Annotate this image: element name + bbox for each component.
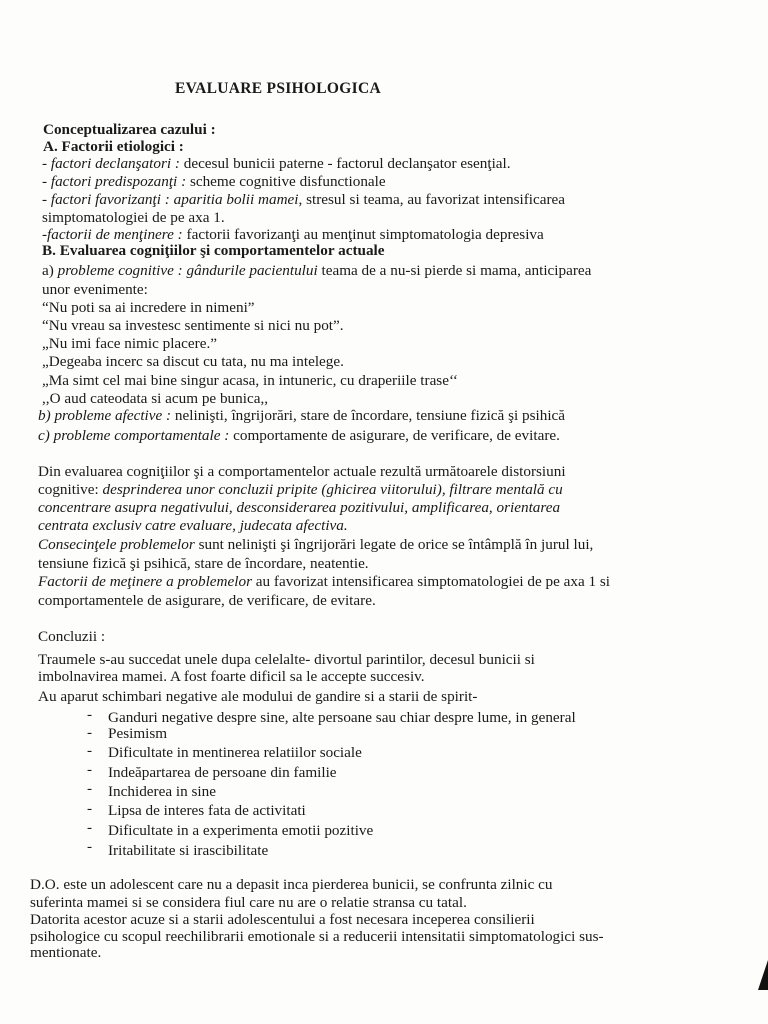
quote-line: “Nu poti sa ai incredere in nimeni”: [42, 299, 255, 316]
bullet-dash: -: [87, 724, 93, 741]
final-paragraph-line: D.O. este un adolescent care nu a depasit inca pierderea bunicii, se confrunta zilnic cu: [30, 876, 553, 893]
final-paragraph-line: mentionate.: [30, 944, 102, 961]
consequences-text: sunt nelinişti şi îngrijorări legate de orice se întâmplă în jurul lui,: [194, 536, 594, 553]
bullet-dash: -: [87, 780, 93, 797]
section-a-heading: A. Factorii etiologici :: [43, 138, 184, 155]
factor-text: decesul bunicii paterne - factorul declanşator esenţial.: [179, 155, 511, 172]
quote-line: „Nu imi face nimic placere.”: [42, 335, 217, 352]
list-item: Pesimism: [108, 725, 168, 742]
quote-line: „Degeaba incerc sa discut cu tata, nu ma intelege.: [42, 353, 344, 370]
list-item: Indeăpartarea de persoane din familie: [108, 764, 337, 781]
list-item: Ganduri negative despre sine, alte persoane sau chiar despre lume, in general: [108, 709, 576, 726]
cognitive-problems-line: [42, 262, 591, 280]
quote-line: “Nu vreau sa investesc sentimente si nici nu pot”.: [42, 317, 344, 334]
bullet-dash: -: [87, 706, 93, 723]
factor-line: [42, 191, 565, 209]
affective-label: b) probleme afective :: [38, 407, 172, 424]
bullet-dash: -: [87, 742, 93, 759]
cognitive-text: teama de a nu-si pierde si mama, anticiparea: [317, 262, 592, 279]
list-item: Inchiderea in sine: [108, 783, 216, 800]
factor-text: , stresul si teama, au favorizat intensificarea: [298, 191, 566, 208]
distortions-text: cognitive:: [38, 481, 103, 498]
consequences-cont: tensiune fizică şi psihică, stare de încordare, neatentie.: [38, 555, 369, 572]
factor-text: factorii favorizanţi au menţinut simptomatologia depresiva: [182, 226, 544, 243]
cognitive-label: probleme cognitive : gândurile pacientului: [57, 262, 318, 279]
section-b-heading: B. Evaluarea cogniţiilor şi comportamentelor actuale: [42, 242, 385, 259]
bullet-dash: -: [87, 819, 93, 836]
factor-line: simptomatologiei de pe axa 1.: [42, 209, 225, 226]
distortions-italic: desprinderea unor concluzii pripite (ghicirea viitorului), filtrare mentală cu: [102, 481, 563, 498]
conclusions-paragraph: Traumele s-au succedat unele dupa celelalte- divortul parintilor, decesul bunicii si: [38, 651, 535, 668]
consequences-label: Consecinţele problemelor: [38, 536, 195, 553]
cognitive-problems-cont: unor evenimente:: [42, 281, 148, 298]
maintenance-line: [38, 573, 610, 591]
distortions-line: Din evaluarea cogniţiilor şi a comportamentelor actuale rezultă următoarele distorsiuni: [38, 463, 566, 480]
final-paragraph-line: Datorita acestor acuze si a starii adolescentului a fost necesara inceperea consilierii: [30, 911, 535, 928]
conclusions-paragraph: imbolnavirea mamei. A fost foarte dificil sa le accepte succesiv.: [38, 668, 425, 685]
factor-label: - factori predispozanţi :: [42, 173, 187, 190]
factor-text: scheme cognitive disfunctionale: [186, 173, 386, 190]
final-paragraph-line: suferinta mamei si se considera fiul care nu are o relatie stransa cu tatal.: [30, 894, 467, 911]
factor-line: [42, 155, 511, 173]
bullet-dash: -: [87, 761, 93, 778]
document-title: EVALUARE PSIHOLOGICA: [175, 80, 381, 97]
distortions-line: concentrare asupra negativului, desconsiderarea pozitivului, amplificarea, orientarea: [38, 499, 561, 516]
consequences-line: [38, 536, 593, 554]
quote-line: „Ma simt cel mai bine singur acasa, in intuneric, cu draperiile trase‘‘: [42, 372, 458, 389]
maintenance-cont: comportamentele de asigurare, de verificare, de evitare.: [38, 592, 376, 609]
bullet-dash: -: [87, 838, 93, 855]
behavioral-problems-line: [38, 427, 560, 445]
maintenance-label: Factorii de meţinere a problemelor: [38, 573, 252, 590]
affective-text: nelinişti, îngrijorări, stare de încordare, tensiune fizică şi psihică: [171, 407, 566, 424]
list-item: Dificultate in a experimenta emotii pozitive: [108, 822, 374, 839]
behavioral-label: c) probleme comportamentale :: [38, 427, 230, 444]
bullet-dash: -: [87, 800, 93, 817]
factor-label: - factori favorizanţi :: [42, 191, 170, 208]
factor-line: [42, 173, 386, 191]
conclusions-paragraph: Au aparut schimbari negative ale modului de gandire si a starii de spirit-: [38, 688, 478, 705]
scan-edge-mark: [758, 960, 768, 990]
final-paragraph-line: psihologice cu scopul reechilibrarii emotionale si a reducerii intensitatii simptomatologici sus-: [30, 928, 604, 945]
affective-problems-line: [38, 407, 565, 425]
quote-line: ,,O aud cateodata si acum pe bunica,,: [42, 390, 269, 407]
list-item: Dificultate in mentinerea relatiilor sociale: [108, 744, 362, 761]
distortions-line: centrata exclusiv catre evaluare, judecata afectiva.: [38, 517, 348, 534]
case-heading: Conceptualizarea cazului :: [43, 121, 216, 138]
factor-label-cause: aparitia bolii mamei: [169, 191, 299, 208]
list-item: Iritabilitate si irascibilitate: [108, 842, 269, 859]
factor-label: - factori declanşatori :: [42, 155, 180, 172]
distortions-line: [38, 481, 563, 499]
behavioral-text: comportamente de asigurare, de verificare, de evitare.: [229, 427, 560, 444]
maintenance-text: au favorizat intensificarea simptomatologiei de pe axa 1 si: [251, 573, 611, 590]
conclusions-heading: Concluzii :: [38, 628, 106, 645]
list-item: Lipsa de interes fata de activitati: [108, 802, 306, 819]
item-prefix: a): [42, 262, 58, 279]
factor-label: -factorii de menţinere :: [42, 226, 183, 243]
